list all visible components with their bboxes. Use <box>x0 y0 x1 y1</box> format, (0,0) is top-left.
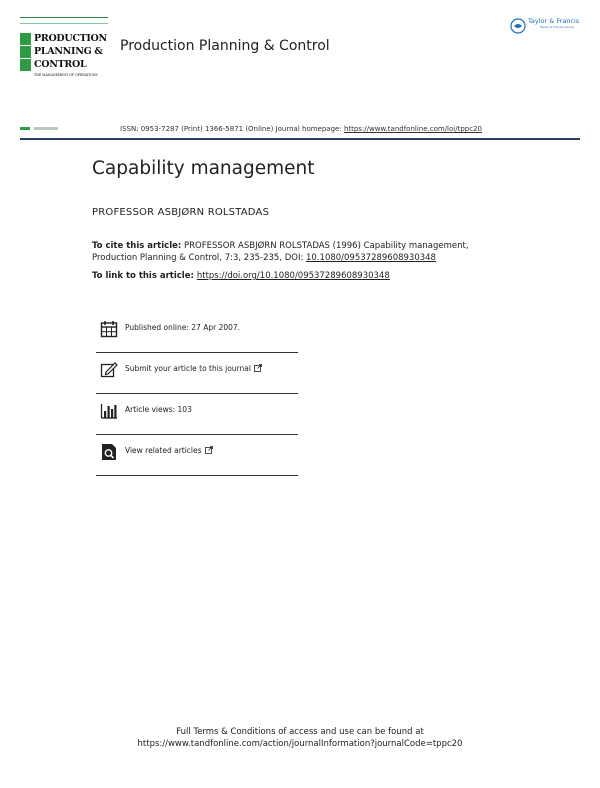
views-row <box>96 394 298 435</box>
calendar-icon <box>100 320 118 338</box>
article-link <box>92 271 390 281</box>
terms-footer <box>0 727 600 750</box>
logo-line-2: PLANNING & <box>34 46 103 57</box>
article-author: PROFESSOR ASBJØRN ROLSTADAS <box>92 207 270 218</box>
journal-homepage-link[interactable]: https://www.tandfonline.com/loi/tppc20 <box>343 125 482 133</box>
logo-line-1: PRODUCTION <box>34 33 107 44</box>
terms-link[interactable]: https://www.tandfonline.com/action/journalInformation?journalCode=tppc20 <box>137 738 463 749</box>
external-link-icon <box>254 364 262 372</box>
related-row[interactable] <box>96 435 298 476</box>
submit-article-link[interactable]: Submit your article to this journal <box>125 364 251 373</box>
edit-icon <box>100 361 118 379</box>
citation <box>92 241 502 264</box>
cite-label: To cite this article: <box>92 241 182 251</box>
journal-logo <box>20 17 108 79</box>
published-row <box>96 312 298 353</box>
issn-text: ISSN: 0953-7287 (Print) 1366-5871 (Online) Journal homepage: <box>120 125 344 133</box>
link-label: To link to this article: <box>92 271 197 281</box>
submit-row[interactable] <box>96 353 298 394</box>
article-info <box>96 312 298 476</box>
external-link-icon <box>205 446 213 454</box>
logo-subtitle: THE MANAGEMENT OF OPERATIONS <box>34 73 98 77</box>
article-title: Capability management <box>92 158 315 179</box>
bar-chart-icon <box>100 402 118 420</box>
doi-link[interactable]: 10.1080/09537289608930348 <box>306 252 436 263</box>
doi-url-link[interactable]: https://doi.org/10.1080/09537289608930348 <box>196 271 390 281</box>
publisher-logo[interactable] <box>510 16 590 36</box>
publisher-name: Taylor & Francis <box>528 17 580 25</box>
small-journal-mark-text <box>34 127 58 130</box>
publisher-emblem-icon <box>510 18 526 34</box>
cite-text: PROFESSOR ASBJØRN ROLSTADAS (1996) Capability management, Production Planning & Control, 7:3, 235-235, DOI: <box>92 241 469 263</box>
related-articles-icon <box>100 443 118 461</box>
article-views: Article views: 103 <box>125 405 192 414</box>
view-related-link[interactable]: View related articles <box>125 446 202 455</box>
publisher-group: Taylor & Francis Group <box>540 25 574 29</box>
small-journal-mark <box>20 127 30 130</box>
published-date: Published online: 27 Apr 2007. <box>125 323 241 332</box>
issn-line <box>120 125 482 133</box>
journal-title[interactable]: Production Planning & Control <box>120 38 330 54</box>
terms-line: Full Terms & Conditions of access and use can be found at <box>176 727 424 737</box>
header-rule <box>20 138 580 140</box>
logo-line-3: CONTROL <box>34 59 87 70</box>
